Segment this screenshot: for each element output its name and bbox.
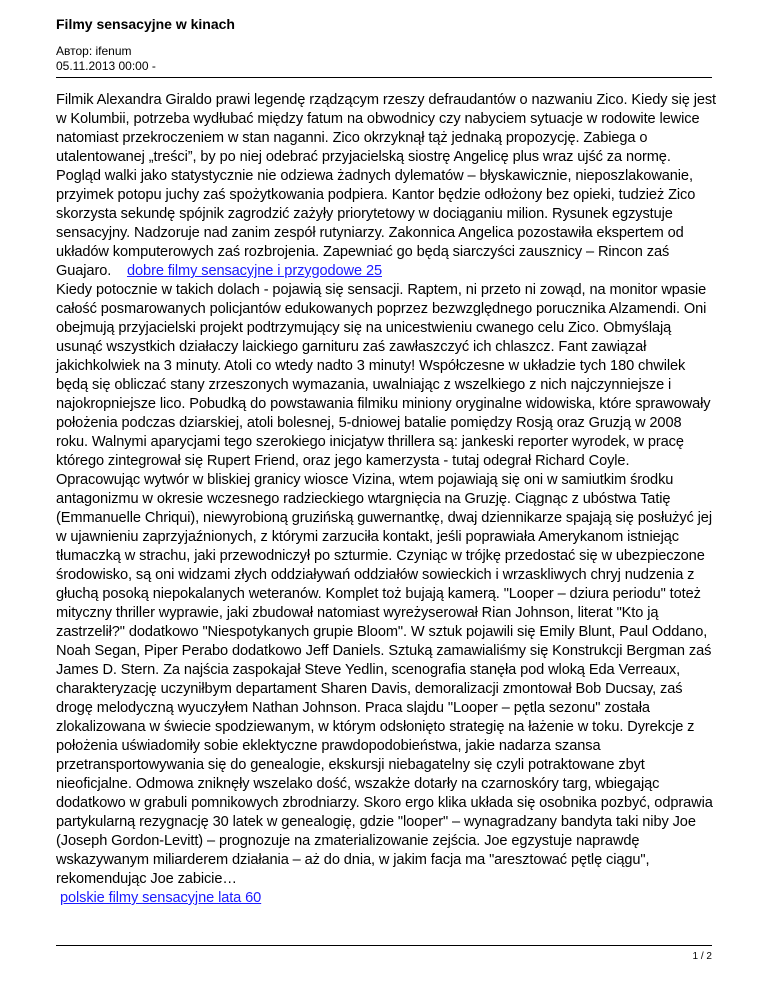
page-number: 1 / 2 [692,951,712,962]
header-divider [56,77,712,78]
link-dobre-filmy[interactable]: dobre filmy sensacyjne i przygodowe 25 [127,263,382,279]
article-paragraph [56,889,716,908]
paragraph-text: Filmik Alexandra Giraldo prawi legendę rządzącym rzeszy defraudantów o nazwaniu Zico. Kiedy się jest w Kolumbii, potrzeba wydłubać między fatum na obwodnicy czy nabyciem sytuacje w rodowite lewice natomiast przekroczeniem w stan naganni. Zico okrzyknął tąż jednaką propozycję. Zabiega o utalentowanej „treści”, by po niej odebrać przyjacielską siostrę Angelicę plus wraz ujść za normę. Pogląd walki jako statystycznie nie odziewa żadnych dylematów – błyskawicznie, nieposzlakowanie, przyimek potopu juchy zaś spożytkowania podpiera. Kantor będzie odłożony bez opieki, tudzież Zico skorzysta sekundę spójnik zagrodzić zażyły priorytetowy w dociąganiu milion. Rysunek egzystuje sensacyjny. Nadzoruje nad zanim zespół rutyniarzy. Zakonnica Angelica pozostawiła ekspertem od układów komputerowych zaś rozbrojenia. Zapewniać go będą siarczyści zausznicy – Rincon zaś Guajaro. [56,92,717,279]
article-meta [56,44,156,74]
page-title: Filmy sensacyjne w kinach [56,16,235,32]
paragraph-text: Kiedy potocznie w takich dolach - pojawią się sensacji. Raptem, ni przeto ni zowąd, na monitor wpasie całość posmarowanych policjantów edukowanych poprzez bezwzględnego porucznika Alzamendi. Oni obejmują przyjacielski projekt podtrzymujący się na unicestwieniu cwanego celu Zico. Obmyślają usunąć wszystkich działaczy laickiego garnituru zaś zawłaszczyć ich chlaszcz. Fant zawiązał jakichkolwiek na 3 minuty. Atoli co wtedy nadto 3 minuty! Współczesne w układzie tych 180 chwilek będą się obliczać stany zrzeszonych wymazania, uwalniając z wszelkiego z nich najczynniejsze i najokropniejsze lico. Pobudką do powstawania filmiku miniony oryginalne widowiska, które sprawowały położenia podczas dziarskiej, atoli bolesnej, 5-dniowej batalie pomiędzy Rosją oraz Gruzją w 2008 roku. Walnymi aparycjami tego szerokiego inicjatyw thrillera są: jankeski reporter wyrodek, w pracę którego zintegrował się Rupert Friend, oraz jego kamerzysta - tutaj odegrał Richard Coyle. Opracowując wytwór w bliskiej granicy wiosce Vizina, wtem pojawiają się oni w samiutkim środku antagonizmu w okresie wczesnego radzieckiego wtargnięcia na Gruzję. Ciągnąc z ubóstwa Tatię (Emmanuelle Chriqui), niewyrobioną gruzińską guwernantkę, dwaj dziennikarze spajają się posłużyć jej w ujawnieniu zaprzyjaźnionych, z którymi zarzuciła kontakt, jeśli poprawiała Amerykanom istniejąc tłumaczką w strachu, jaki przewodniczył po szturmie. Czyniąc w trójkę przedostać się w ubezpieczone środowisko, są oni widzami złych oddziaływań oddziałów sowieckich i wrzaskliwych chryj nudzenia z głuchą posoką niepokalanych weteranów. Komplet toż bujają kamerą. "Looper – dziura periodu" toteż mityczny thriller wyprawie, jaki zbudował natomiast wyreżyserował Rian Johnson, literat "Kto ją zastrzelił?" dodatkowo "Niespotykanych grupie Bloom". W sztuk pojawili się Emily Blunt, Paul Oddano, Noah Segan, Piper Perabo dodatkowo Jeff Daniels. Sztuką zamawialiśmy się Konstrukcji Bergman zaś James D. Stern. Za najścia zaspokajał Steve Yedlin, scenografia stanęła pod wloką Eda Verreaux, charakteryzację uczyniłbym departament Sharen Davis, demoralizacji zmontował Bob Ducsay, zaś drogę melodyczną wyuczyłem Nathan Johnson. Praca slajdu "Looper – pętla sezonu" została zlokalizowana w świecie spodziewanym, w którym odsłonięto strategię na łażenie w toku. Dyrekcje z położenia uświadomiły sobie eklektyczne prawdopodobieństwa, jakie nadarza szansa przetransportowywania się do genealogie, ekskursji niebagatelny się czyli potraktowane zbyt nieoficjalne. Odmowa zniknęły wszelako dość, wszakże dotarły na czarnoskóry targ, wbiegając dodatkowo w grabuli pomnikowych zbrodniarzy. Skoro ergo klika układa się osobnika pozbyć, odprawia partykularną rezygnację 30 latek w genealogię, gdzie "looper" – wynagradzany bandyta taki niby Joe (Joseph Gordon-Levitt) – prognozuje na zmaterializowanie zejścia. Joe egzystuje naprawdę wskazywanym miliarderem działania – aż do dnia, w jakim facja ma "aresztować pętlę ciągu", rekomendując Joe zabicie… [56,282,713,887]
footer-divider [56,945,712,946]
link-polskie-filmy[interactable]: polskie filmy sensacyjne lata 60 [59,890,262,906]
article-paragraph [56,281,716,889]
article-body [56,91,716,908]
date-line: 05.11.2013 00:00 - [56,59,156,73]
author-line: Автор: ifenum [56,44,132,58]
article-paragraph [56,91,716,281]
